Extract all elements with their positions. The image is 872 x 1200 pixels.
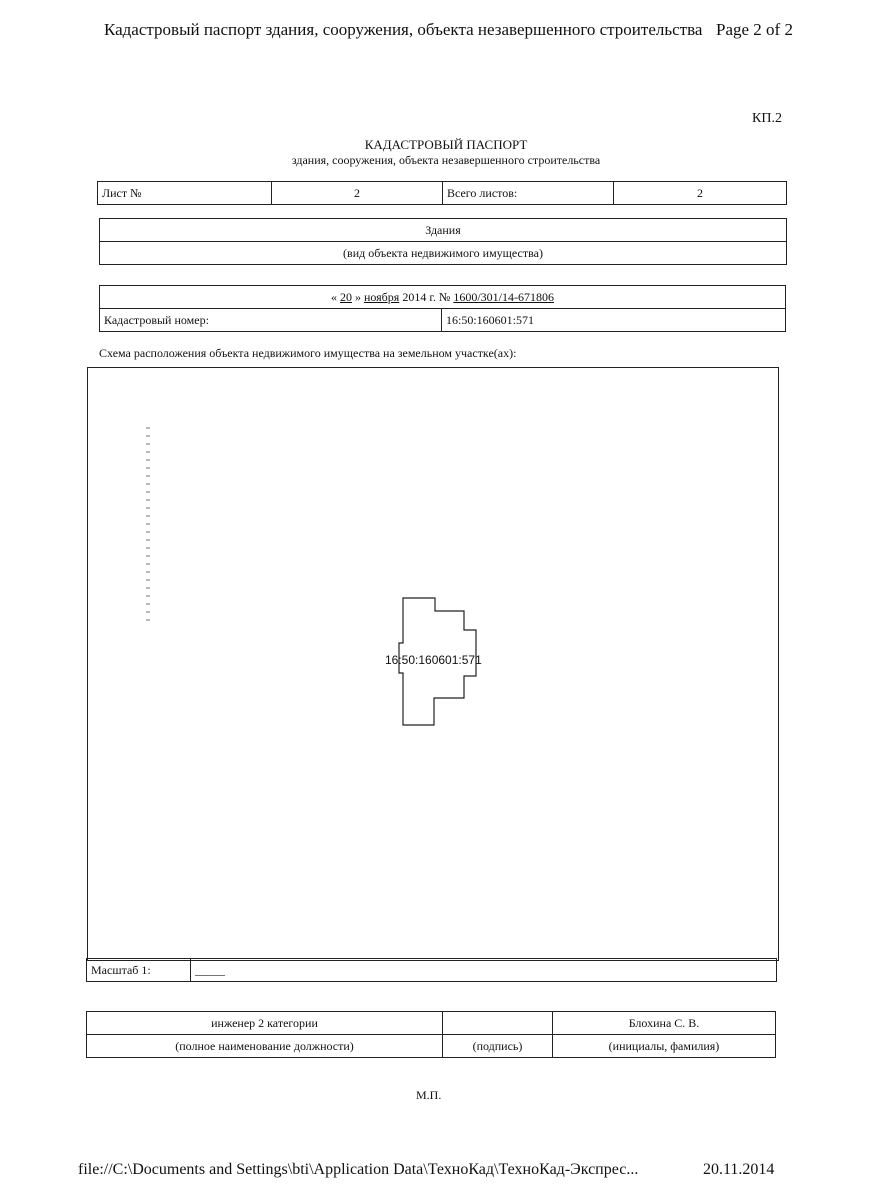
cadastral-number-value: 16:50:160601:571 [442, 309, 786, 332]
print-footer-date: 20.11.2014 [703, 1161, 775, 1178]
object-kind-table [99, 218, 787, 265]
date-year: 2014 г. № [402, 289, 451, 304]
signature-table [86, 1011, 776, 1058]
form-code: КП.2 [752, 111, 782, 126]
print-footer-path: file://C:\Documents and Settings\bti\Application Data\ТехноКад\ТехноКад-Экспрес... [78, 1161, 639, 1178]
sheet-value: 2 [272, 182, 443, 205]
parcel-cadastral-label: 16:50:160601:571 [385, 653, 482, 667]
date-day: 20 [339, 289, 352, 304]
scale-value: _____ [191, 959, 777, 982]
print-header-title: Кадастровый паспорт здания, сооружения, объекта незавершенного строительства [104, 20, 703, 39]
document-title: КАДАСТРОВЫЙ ПАСПОРТ [364, 137, 528, 152]
passport-number: 1600/301/14-671806 [453, 289, 555, 304]
date-cadastral-table [99, 285, 786, 332]
sheet-label: Лист № [98, 182, 272, 205]
document-subtitle: здания, сооружения, объекта незавершенного строительства [291, 153, 601, 167]
signature-caption: (подпись) [443, 1035, 553, 1058]
position-caption: (полное наименование должности) [87, 1035, 443, 1058]
print-header-page-info: Page 2 of 2 [716, 20, 793, 39]
object-kind-value: Здания [100, 219, 787, 242]
scheme-label: Схема расположения объекта недвижимого имущества на земельном участке(ах): [99, 346, 517, 360]
signature-value [443, 1012, 553, 1035]
date-month: ноября [363, 289, 400, 304]
name-value: Блохина С. В. [553, 1012, 776, 1035]
total-sheets-value: 2 [614, 182, 787, 205]
name-caption: (инициалы, фамилия) [553, 1035, 776, 1058]
quote-close: » [354, 289, 361, 304]
stamp-place: М.П. [416, 1088, 442, 1102]
scale-table [86, 958, 777, 982]
cadastral-number-label: Кадастровый номер: [100, 309, 442, 332]
object-kind-caption: (вид объекта недвижимого имущества) [100, 242, 787, 265]
total-sheets-label: Всего листов: [443, 182, 614, 205]
sheet-info-table [97, 181, 787, 205]
position-value: инженер 2 категории [87, 1012, 443, 1035]
quote-open: « [330, 289, 337, 304]
scale-label: Масштаб 1: [87, 959, 191, 982]
scheme-ruler-ticks [146, 428, 150, 620]
date-line [100, 286, 786, 309]
